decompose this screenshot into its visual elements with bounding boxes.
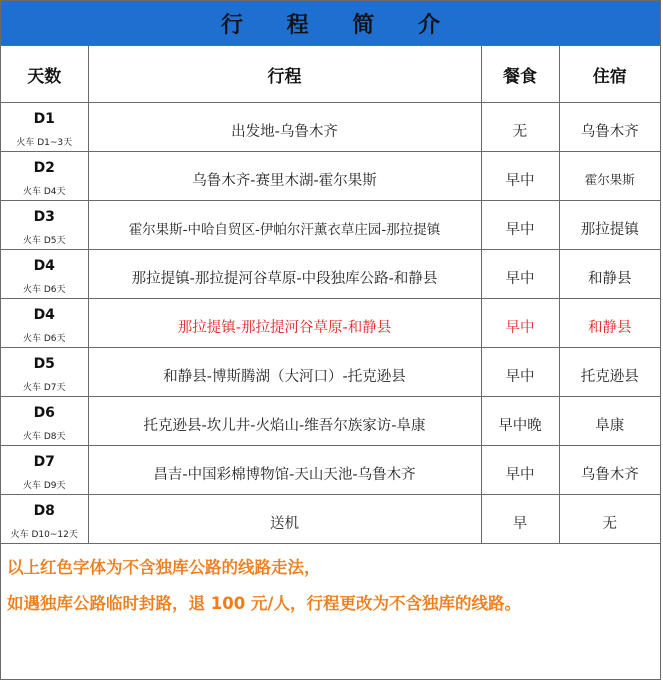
day-cell: [1, 201, 88, 250]
train-day-note: 火车 D5天: [22, 236, 66, 246]
stay-cell: 那拉提镇: [559, 201, 660, 250]
day-code: D6: [33, 405, 55, 421]
stay-cell: 托克逊县: [559, 348, 660, 397]
note-line-2: 如遇独库公路临时封路，退 100 元/人，行程更改为不含独库的线路。: [7, 594, 521, 613]
train-day-note: 火车 D8天: [22, 432, 66, 442]
day-code: D5: [33, 356, 55, 372]
route-cell: 那拉提镇-那拉提河谷草原-和静县: [88, 299, 481, 348]
table-row-alternate-route: [1, 299, 660, 348]
day-code: D2: [33, 160, 55, 176]
table-row: [1, 446, 660, 495]
table-row: [1, 397, 660, 446]
header-day: 天数: [1, 46, 88, 103]
table-row: [1, 201, 660, 250]
route-cell: 托克逊县-坎儿井-火焰山-维吾尔族家访-阜康: [88, 397, 481, 446]
day-cell: [1, 397, 88, 446]
route-cell: 霍尔果斯-中哈自贸区-伊帕尔汗薰衣草庄园-那拉提镇: [88, 201, 481, 250]
day-code: D7: [33, 454, 55, 470]
meal-cell: 早中: [481, 250, 559, 299]
meal-cell: 早中: [481, 348, 559, 397]
train-day-note: 火车 D4天: [22, 187, 66, 197]
stay-cell: 霍尔果斯: [559, 152, 660, 201]
itinerary-table: [1, 46, 660, 544]
train-day-note: 火车 D9天: [22, 481, 66, 491]
day-code: D3: [33, 209, 55, 225]
train-day-note: 火车 D10~12天: [10, 530, 78, 540]
day-cell: [1, 348, 88, 397]
meal-cell: 早中: [481, 299, 559, 348]
route-notes: [1, 544, 660, 622]
meal-cell: 早: [481, 495, 559, 544]
meal-cell: 无: [481, 103, 559, 152]
route-cell: 昌吉-中国彩棉博物馆-天山天池-乌鲁木齐: [88, 446, 481, 495]
page-title: 行 程 简 介: [221, 12, 458, 38]
header-meal: 餐食: [481, 46, 559, 103]
day-cell: [1, 495, 88, 544]
train-day-note: 火车 D7天: [22, 383, 66, 393]
meal-cell: 早中: [481, 152, 559, 201]
route-cell: 那拉提镇-那拉提河谷草原-中段独库公路-和静县: [88, 250, 481, 299]
train-day-note: 火车 D6天: [22, 334, 66, 344]
table-row: [1, 348, 660, 397]
route-cell: 出发地-乌鲁木齐: [88, 103, 481, 152]
day-cell: [1, 103, 88, 152]
day-cell: [1, 446, 88, 495]
table-row: [1, 495, 660, 544]
meal-cell: 早中: [481, 201, 559, 250]
day-code: D4: [33, 258, 55, 274]
stay-cell: 乌鲁木齐: [559, 446, 660, 495]
note-line-1: 以上红色字体为不含独库公路的线路走法，: [7, 558, 321, 577]
table-row: [1, 250, 660, 299]
stay-cell: 和静县: [559, 250, 660, 299]
stay-cell: 无: [559, 495, 660, 544]
day-code: D4: [33, 307, 55, 323]
day-cell: [1, 152, 88, 201]
stay-cell: 阜康: [559, 397, 660, 446]
header-route: 行程: [88, 46, 481, 103]
title-bar: [1, 1, 660, 46]
stay-cell: 和静县: [559, 299, 660, 348]
train-day-note: 火车 D1~3天: [16, 138, 73, 148]
meal-cell: 早中: [481, 446, 559, 495]
header-stay: 住宿: [559, 46, 660, 103]
day-code: D1: [33, 111, 55, 127]
route-cell: 乌鲁木齐-赛里木湖-霍尔果斯: [88, 152, 481, 201]
meal-cell: 早中晚: [481, 397, 559, 446]
route-cell: 和静县-博斯腾湖（大河口）-托克逊县: [88, 348, 481, 397]
train-day-note: 火车 D6天: [22, 285, 66, 295]
day-cell: [1, 299, 88, 348]
day-code: D8: [33, 503, 55, 519]
table-row: [1, 152, 660, 201]
stay-cell: 乌鲁木齐: [559, 103, 660, 152]
table-row: [1, 103, 660, 152]
route-cell: 送机: [88, 495, 481, 544]
day-cell: [1, 250, 88, 299]
header-row: [1, 46, 660, 103]
